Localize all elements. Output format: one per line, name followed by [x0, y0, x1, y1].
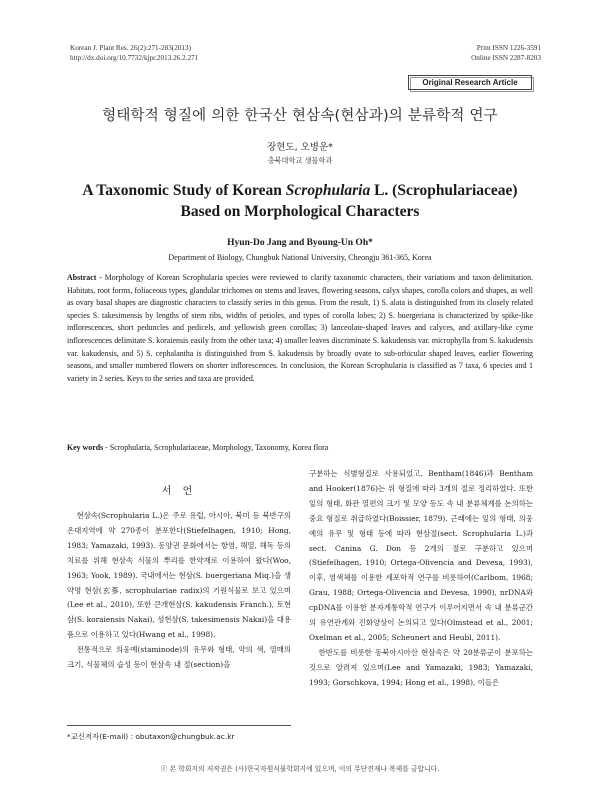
section-heading-introduction: 서 언: [161, 486, 197, 497]
abstract: [67, 272, 533, 385]
abstract-text: - Morphology of Korean Scrophularia species were reviewed to clarify taxonomic characters, their variations and taxon delimitation. Habitats, root forms, foliaceous types, glandular trichomes on stems and leaves, flowering seasons, calyx shapes, corolla colors and shapes, as well as ovary basal shapes are diagnostic characters to classify series in this genus. From the result, 1) S. alata is distinguished from its closely related species S. takesimensis by lengths of stem ribs, widths of petioles, and types of corolla lobes; 2) S. buergeriana is characterized by spike-like inflorescences, short peduncles and pedicels, and yellowish green corollas; 3) lanceolate-shaped leaves and calyces, and axillary-like cyme inflorescences delimitate S. koraiensis easily from the other taxa; 4) smaller leaves discriminate S. kakudensis var. microphylla from S. kakudensis var. kakudensis, and 5) S. cephalantha is distinguished from S. kakudensis by broadly ovate to sub-orbicular shaped leaves, earlier flowering seasons, and smaller numbered flowers on shorter inflorescences. In conclusion, the Korean Scrophularia is classified as 7 taxa, 6 species and 1 variety in 2 series. Keys to the series and taxa are provided.: [67, 273, 533, 383]
copyright-notice: ⓒ 본 학회지의 저작권은 (사)한국자원식물학회지에 있으며, 이의 무단전재나 복제를 금합니다.: [160, 765, 440, 773]
left-paragraph-1: 현삼속(Scrophularia L.)은 주로 유럽, 아시아, 북미 등 북반구의 온대지역에 약 270종이 분포한다(Stiefelhagen, 1910; Hong, 1983; Yamazaki, 1993). 동양권 문화에서는 항염, 해열, 해독 등의 치료를 위해 현삼속 식물의 뿌리를 한약재로 이용하여 왔다(Woo, 1963; Yook, 1989). 국내에서는 현삼(S. buergeriana Miq.)을 생약명 현삼(玄蔘, scrophulariae radix)의 기원식물로 보고 있으며(Lee et al., 2010), 또한 큰개현삼(S. kakudensis Franch.), 토현삼(S. koraiensis Nakai), 섬현삼(S. takesimensis Nakai)을 대용품으로 이용하고 있다(Hwang et al., 1998).: [67, 511, 291, 640]
print-issn: Print ISSN 1226-3591: [476, 44, 541, 52]
english-authors: Hyun-Do Jang and Byoung-Un Oh*: [227, 238, 373, 248]
abstract-label: Abstract: [67, 273, 97, 282]
english-title-line-2: Based on Morphological Characters: [180, 203, 420, 220]
corresponding-author-footnote: *교신저자(E-mail) : obutaxon@chungbuk.ac.kr: [67, 732, 235, 741]
footnote-rule: [67, 725, 291, 726]
keywords: [67, 443, 533, 452]
english-title-line-1: A Taxonomic Study of Korean Scrophularia L. (Scrophulariaceae): [82, 182, 518, 199]
left-column: [67, 509, 291, 673]
journal-header-right: [471, 43, 541, 63]
english-title: [0, 180, 600, 222]
korean-affiliation: 충북대학교 생물학과: [267, 156, 333, 165]
korean-authors: 장현도, 오병운*: [267, 142, 333, 153]
genus-name: Scrophularia: [285, 182, 371, 199]
keywords-label: Key words: [67, 443, 104, 452]
right-column: [309, 467, 533, 691]
korean-title: 형태학적 형질에 의한 한국산 현삼속(현삼과)의 분류학적 연구: [102, 108, 498, 124]
left-paragraph-2: 전통적으로 의웅예(staminode)의 유무와 형태, 약의 색, 열매의 크기, 식물체의 습성 등이 현삼속 내 절(section)을: [67, 645, 291, 670]
online-issn: Online ISSN 2287-8203: [471, 54, 541, 62]
article-type-badge: Original Research Article: [408, 75, 532, 90]
english-affiliation: Department of Biology, Chungbuk National University, Cheongju 361-365, Korea: [168, 253, 432, 262]
doi-link[interactable]: http://dx.doi.org/10.7732/kjpr.2013.26.2.271: [70, 54, 199, 62]
keywords-text: - Scrophularia, Scrophulariaceae, Morphology, Taxonomy, Korea flora: [103, 443, 329, 452]
right-paragraph-2: 한반도를 비롯한 동북아시아산 현삼속은 약 20분류군이 분포하는 것으로 알려져 있으며(Lee and Yamazaki, 1983; Yamazaki, 1993; Gorschkova, 1994; Hong et al., 1998), 이들은: [309, 647, 533, 687]
right-paragraph-1: 구분하는 식별형질로 사용되었고, Bentham(1846)과 Bentham and Hooker(1876)는 위 형질에 따라 3개의 절로 정리하였다. 또한 잎의 형태, 화관 열편의 크기 및 모양 등도 속 내 분류체계를 논의하는 중요 형질로 취급하였다(Boissier, 1879). 근래에는 잎의 형태, 의웅예의 유무 및 형태 등에 따라 현삼절(sect. Scrophularia L.)과 sect. Canina G. Don 등 2개의 절로 구분하고 있으며(Stiefelhagen, 1910; Ortega-Olivencia and Devesa, 1993), 이후, 염색체를 이용한 세포학적 연구를 비롯하여(Carlbom, 1968; Grau, 1988; Ortega-Olivencia and Devesa, 1990), nrDNA와 cpDNA를 이용한 분자계통학적 연구가 이루어지면서 속 내 분류군간의 유연관계와 진화양상이 논의되고 있다(Olmstead et al., 2001; Oxelman et al., 2005; Scheunert and Heubl, 2011).: [309, 469, 533, 642]
journal-header-left: [70, 43, 198, 63]
journal-citation: Korean J. Plant Res. 26(2):271-283(2013): [70, 44, 191, 52]
